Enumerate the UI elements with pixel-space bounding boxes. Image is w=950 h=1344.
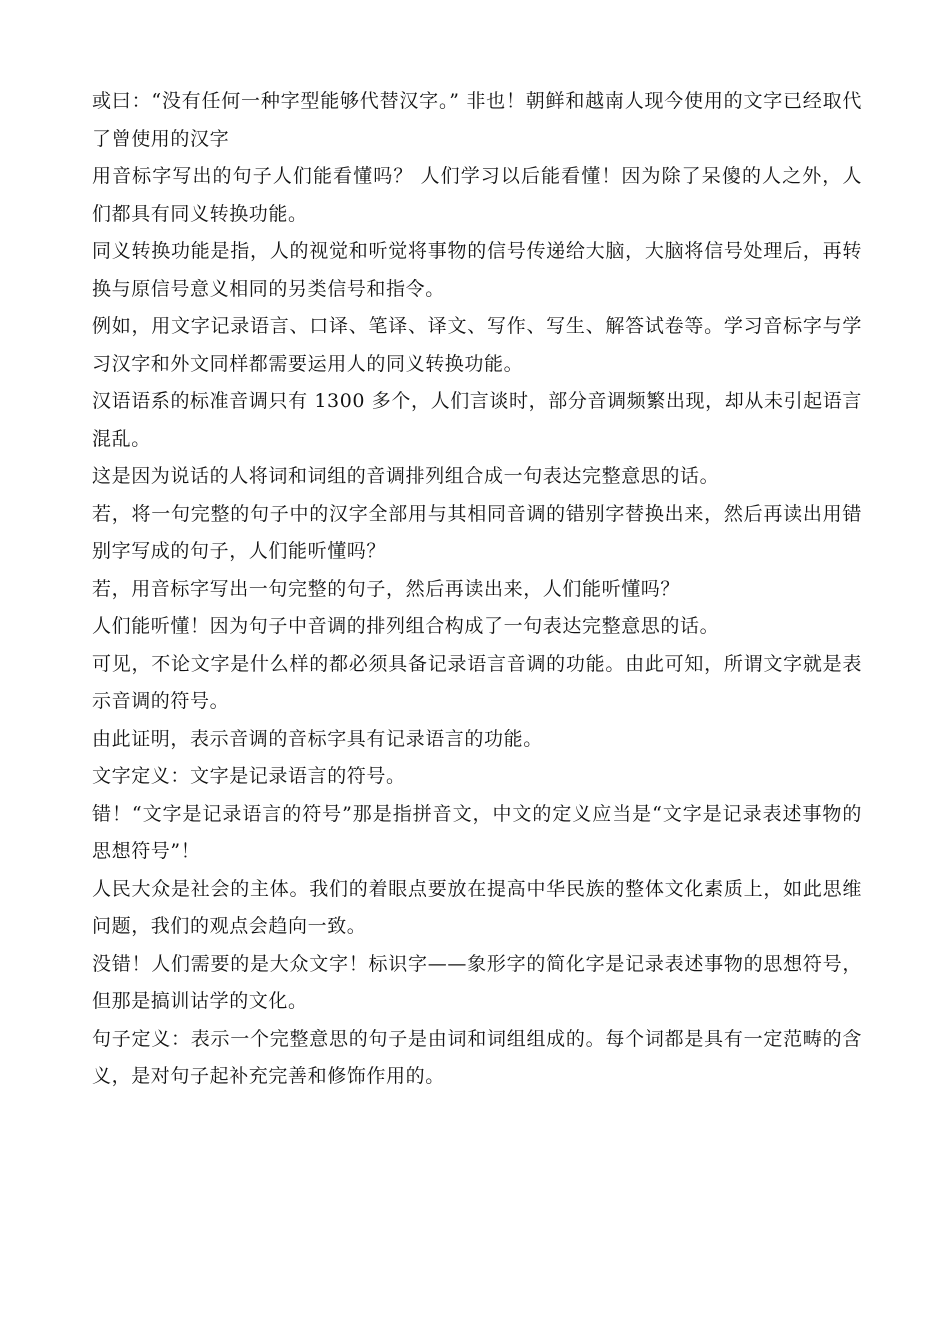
paragraph-12: 文字定义：文字是记录语言的符号。 (92, 765, 406, 787)
paragraph-6: 这是因为说话的人将词和词组的音调排列组合成一句表达完整意思的话。 (92, 465, 720, 487)
paragraph-5: 汉语语系的标准音调只有 1300 多个，人们言谈时，部分音调频繁出现，却从未引起语言混乱。 (92, 390, 862, 450)
paragraph-10: 可见，不论文字是什么样的都必须具备记录语言音调的功能。由此可知，所谓文字就是表示音调的符号。 (92, 652, 862, 712)
paragraph-3: 同义转换功能是指，人的视觉和听觉将事物的信号传递给大脑，大脑将信号处理后，再转换与原信号意义相同的另类信号和指令。 (92, 240, 862, 300)
paragraph-2: 用音标字写出的句子人们能看懂吗？ 人们学习以后能看懂！因为除了呆傻的人之外，人们都具有同义转换功能。 (92, 165, 862, 225)
paragraph-16: 句子定义：表示一个完整意思的句子是由词和词组组成的。每个词都是具有一定范畴的含义，是对句子起补充完善和修饰作用的。 (92, 1027, 862, 1087)
paragraph-4: 例如，用文字记录语言、口译、笔译、译文、写作、写生、解答试卷等。学习音标字与学习汉字和外文同样都需要运用人的同义转换功能。 (92, 315, 862, 375)
paragraph-11: 由此证明，表示音调的音标字具有记录语言的功能。 (92, 727, 543, 750)
paragraph-7: 若，将一句完整的句子中的汉字全部用与其相同音调的错别字替换出来，然后再读出用错别字写成的句子，人们能听懂吗？ (92, 502, 862, 562)
paragraph-15: 没错！人们需要的是大众文字！标识字——象形字的简化字是记录表述事物的思想符号，但那是搞训诂学的文化。 (92, 952, 862, 1012)
paragraph-8: 若，用音标字写出一句完整的句子，然后再读出来，人们能听懂吗？ (92, 577, 681, 600)
paragraph-14: 人民大众是社会的主体。我们的着眼点要放在提高中华民族的整体文化素质上，如此思维问题，我们的观点会趋向一致。 (92, 877, 862, 937)
paragraph-13: 错！“文字是记录语言的符号”那是指拼音文，中文的定义应当是“文字是记录表述事物的思想符号”！ (92, 802, 862, 862)
paragraph-9: 人们能听懂！因为句子中音调的排列组合构成了一句表达完整意思的话。 (92, 615, 720, 637)
document-body (92, 83, 862, 1096)
paragraph-1: 或曰：“没有任何一种字型能够代替汉字。” 非也！朝鲜和越南人现今使用的文字已经取代了曾使用的汉字 (92, 90, 862, 150)
